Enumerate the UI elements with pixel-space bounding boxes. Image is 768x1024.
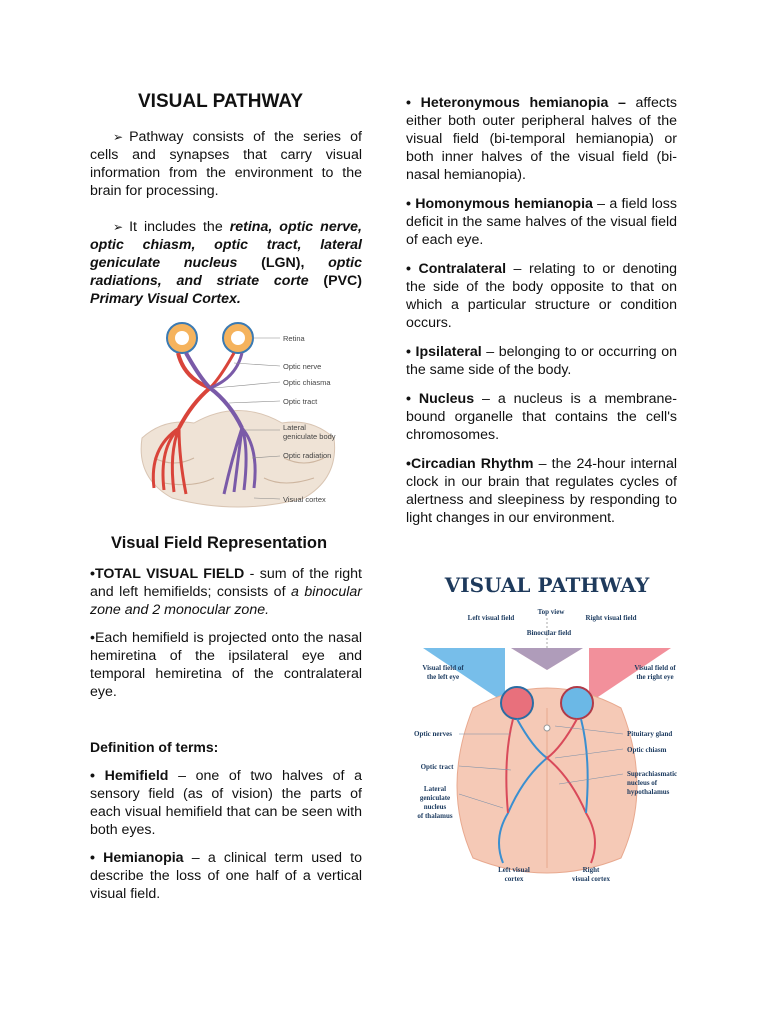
visual-pathway-diagram [134,318,342,512]
label-pituitary-gland: Pituitary gland [627,730,673,738]
arrow-bullet-icon: ➢ [113,220,124,234]
label-vf-right-1: Visual field of [634,664,676,672]
definitions-heading: Definition of terms: [90,739,219,755]
definition-contralateral: • Contralateral – relating to or denoting the side of the body opposite to that on which a particular structure or condition occurs. [406,261,677,331]
label-optic-chiasma: Optic chiasma [283,378,331,387]
arrow-bullet-icon: ➢ [113,130,124,144]
label-optic-tract: Optic tract [420,763,454,771]
label-lgn-1: Lateral [423,785,447,793]
label-lgn-4: of thalamus [417,812,453,820]
label-right-cortex-2: visual cortex [572,875,610,883]
definition-hemianopia: • Hemianopia – a clinical term used to describe the loss of one half of a vertical visual field. [90,850,363,902]
label-right-cortex-1: Right [582,866,600,874]
label-lgn-2: geniculate [419,794,451,802]
label-supra-3: hypothalamus [627,788,670,796]
label-optic-chiasm: Optic chiasm [627,746,667,754]
definition-homonymous: • Homonymous hemianopia – a field loss deficit in the same halves of the visual field of each eye. [406,196,677,248]
intro-paragraph-2: ➢ It includes the retina, optic nerve, optic chiasm, optic tract, lateral geniculate nucleus (LGN), optic radiations, and striate corte (PVC) Primary Visual Cortex. [90,219,362,307]
label-right-visual-field: Right visual field [585,614,637,622]
definition-circadian-rhythm: •Circadian Rhythm – the 24-hour internal clock in our brain that regulates cycles of alertness and sleepiness by responding to light changes in our environment. [406,456,677,526]
label-vf-left-1: Visual field of [422,664,464,672]
label-optic-nerve: Optic nerve [283,362,322,371]
label-left-cortex-1: Left visual [498,866,530,874]
definitions-right [406,94,677,527]
label-geniculate-body: geniculate body [283,432,336,441]
label-optic-tract: Optic tract [283,397,318,406]
label-supra-2: nucleus of [627,779,658,787]
label-retina: Retina [283,334,305,343]
label-optic-nerves: Optic nerves [414,730,452,738]
label-vf-right-2: the right eye [636,673,674,681]
definition-ipsilateral: • Ipsilateral – belonging to or occurring on the same side of the body. [406,344,677,378]
label-lgn-3: nucleus [423,803,447,811]
section-heading-visual-field: Visual Field Representation [111,534,328,552]
definition-hemifield: • Hemifield – one of two halves of a sensory field (as of vision) the parts of each visual hemifield that can be seen with both eyes. [90,768,362,838]
intro-section [90,128,362,308]
definition-heteronymous: • Heteronymous hemianopia – affects either both outer peripheral halves of the visual field (bi-temporal hemianopia) or both inner halves of the visual field (bi-nasal hemianopia). [406,95,677,183]
intro-paragraph-1: ➢ Pathway consists of the series of cells and synapses that carry visual information from the environment to the brain for processing. [90,129,362,199]
label-top-view: Top view [537,608,565,616]
page-title: VISUAL PATHWAY [138,91,304,112]
label-left-visual-field: Left visual field [467,614,515,622]
figure2-title: VISUAL PATHWAY [444,573,650,597]
label-optic-radiation: Optic radiation [283,451,332,460]
visual-field-section [90,565,362,701]
hemifield-projection-paragraph: •Each hemifield is projected onto the nasal hemiretina of the ipsilateral eye and temporal hemiretina of the contralateral eye. [90,630,362,700]
definitions-left [90,767,362,903]
label-left-cortex-2: cortex [504,875,524,883]
visual-pathway-illustration [383,558,711,894]
label-visual-cortex: Visual cortex [283,495,326,504]
label-supra-1: Suprachiasmatic [627,770,678,778]
label-vf-left-2: the left eye [426,673,460,681]
label-binocular-field: Binocular field [526,629,572,637]
definition-nucleus: • Nucleus – a nucleus is a membrane-bound organelle that contains the cell's chromosomes. [406,391,677,443]
total-visual-field-paragraph: •TOTAL VISUAL FIELD - sum of the right and left hemifields; consists of a binocular zone and 2 monocular zone. [90,566,362,618]
label-lateral: Lateral [283,423,306,432]
